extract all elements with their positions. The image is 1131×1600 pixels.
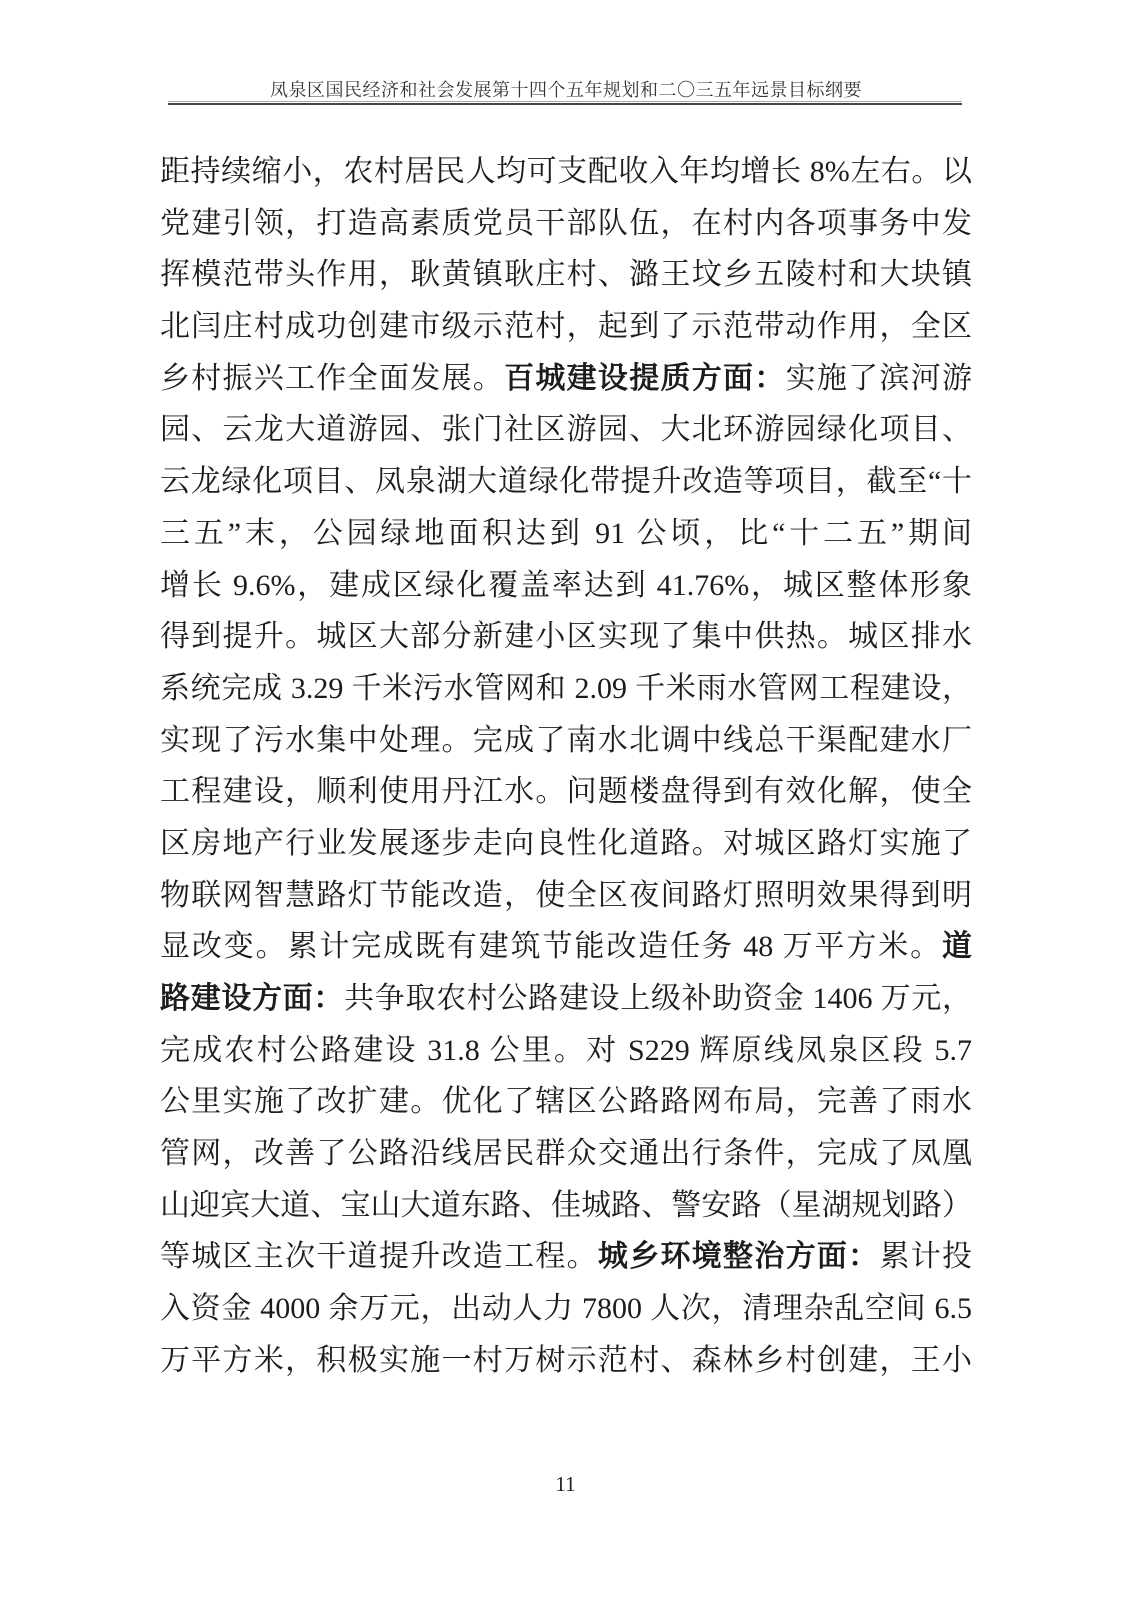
text-segment: 北闫庄村成功创建市级示范村，起到了示范带动作用，全区 [160,310,972,344]
text-segment: 物联网智慧路灯节能改造，使全区夜间路灯照明效果得到明 [160,878,972,912]
text-segment: 完成农村公路建设 31.8 公里。对 S229 辉原线凤泉区段 5.7 [160,1033,972,1067]
text-segment: 距持续缩小，农村居民人均可支配收入年均增长 8%左右。以 [160,155,972,188]
text-line [160,1076,972,1128]
section-heading: 路建设方面： [160,982,345,1015]
text-line [160,818,972,870]
text-line [160,1335,972,1387]
header-rule [168,101,962,105]
text-line [160,198,972,250]
text-line [160,663,972,715]
text-segment: 挥模范带头作用，耿黄镇耿庄村、潞王坟乡五陵村和大块镇 [160,258,972,292]
text-line [160,1025,972,1077]
text-segment: 云龙绿化项目、凤泉湖大道绿化带提升改造等项目，截至“十 [160,465,972,499]
text-line [160,353,972,405]
text-segment: 管网，改善了公路沿线居民群众交通出行条件，完成了凤凰 [160,1137,972,1171]
text-line [160,404,972,456]
text-segment: 区房地产行业发展逐步走向良性化道路。对城区路灯实施了 [160,826,972,860]
text-line [160,973,972,1025]
text-line [160,456,972,508]
text-segment: 系统完成 3.29 千米污水管网和 2.09 千米雨水管网工程建设， [160,671,972,705]
header-title: 凤泉区国民经济和社会发展第十四个五年规划和二〇三五年远景目标纲要 [270,80,862,100]
text-line [160,1231,972,1283]
text-line [160,146,972,198]
text-segment: 工程建设，顺利使用丹江水。问题楼盘得到有效化解，使全 [160,775,972,809]
text-segment: 实施了滨河游 [785,361,973,395]
text-line [160,715,972,767]
document-header [160,76,972,102]
text-line [160,921,972,973]
text-line [160,870,972,922]
text-segment: 园、云龙大道游园、张门社区游园、大北环游园绿化项目、 [160,413,972,447]
text-line [160,560,972,612]
text-segment: 山迎宾大道、宝山大道东路、佳城路、警安路（星湖规划路） [160,1188,972,1222]
text-segment: 三五”末，公园绿地面积达到 91 公顷，比“十二五”期间 [160,516,972,550]
text-segment: 共争取农村公路建设上级补助资金 1406 万元， [344,982,973,1015]
text-segment: 乡村振兴工作全面发展。 [160,361,505,395]
text-line [160,249,972,301]
text-segment: 累计投 [879,1240,973,1274]
page-number: 11 [555,1472,576,1496]
text-line [160,301,972,353]
text-segment: 增长 9.6%，建成区绿化覆盖率达到 41.76%，城区整体形象 [160,568,972,602]
text-line [160,1128,972,1180]
text-segment: 万平方米，积极实施一村万树示范村、森林乡村创建，王小 [160,1343,972,1377]
text-line [160,508,972,560]
section-heading: 道 [942,930,972,964]
text-segment: 等城区主次干道提升改造工程。 [160,1240,598,1274]
text-line [160,1180,972,1232]
text-segment: 得到提升。城区大部分新建小区实现了集中供热。城区排水 [160,620,972,654]
text-line [160,1283,972,1335]
text-segment: 入资金 4000 余万元，出动人力 7800 人次，清理杂乱空间 6.5 [160,1292,972,1326]
text-segment: 显改变。累计完成既有建筑节能改造任务 48 万平方米。 [160,930,942,964]
text-segment: 实现了污水集中处理。完成了南水北调中线总干渠配建水厂 [160,723,972,757]
text-line [160,611,972,663]
text-segment: 党建引领，打造高素质党员干部队伍，在村内各项事务中发 [160,206,972,240]
text-segment: 公里实施了改扩建。优化了辖区公路路网布局，完善了雨水 [160,1085,972,1119]
section-heading: 城乡环境整治方面： [597,1240,880,1274]
section-heading: 百城建设提质方面： [504,361,786,395]
body-text [160,146,972,1387]
text-line [160,766,972,818]
